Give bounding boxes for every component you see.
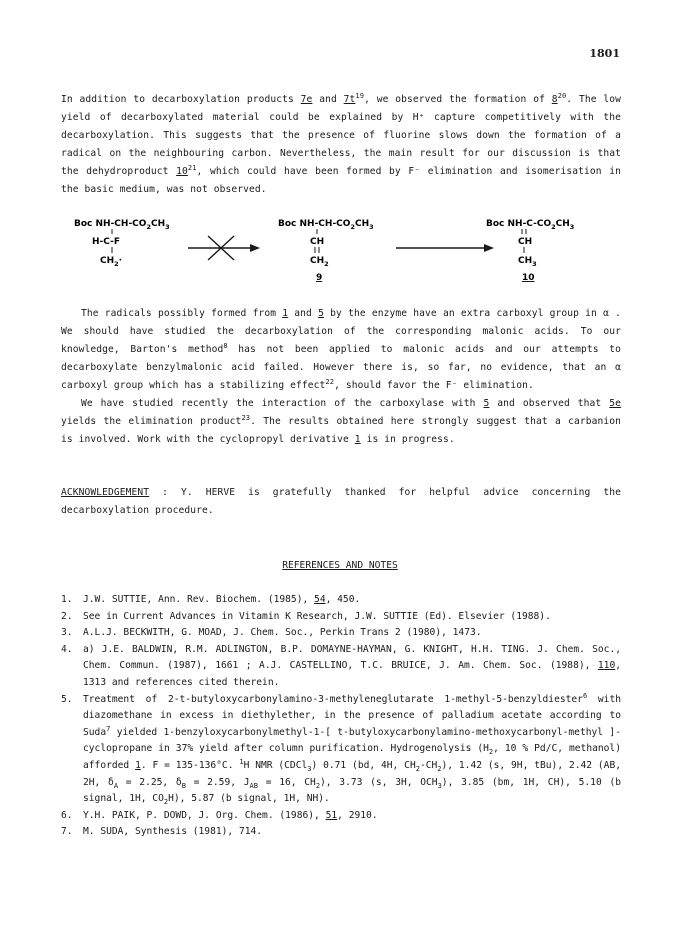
molecule-line: CH <box>518 237 533 247</box>
molecule-line: $CH_2$ <box>310 256 329 268</box>
acknowledgement-label: ACKNOWLEDGEMENT <box>61 487 150 498</box>
molecule-line: H-C-F <box>92 237 120 247</box>
page-number: 1801 <box>589 47 620 60</box>
compound-label: 10 <box>522 273 535 283</box>
references-heading: REFERENCES AND NOTES <box>282 560 398 571</box>
compound-ref: 5 <box>483 398 490 409</box>
compound-ref: 7t <box>343 94 356 105</box>
citation: 21 <box>187 163 197 172</box>
citation: 19 <box>355 91 365 100</box>
reaction-scheme <box>60 212 640 290</box>
paragraph-radicals: The radicals possibly formed from 1 and 5 by the enzyme have an extra carboxyl group in α . We should have studied the decarboxylation of the corresponding malonic acids. To our knowledge, Barton's method$^8$ has not been applied to malonic acids and our attempts to decarboxylate benzylmalonic acid failed. However there is, so far, no evidence, that an α carboxyl group which has a stabilizing effect$^{22}$, should favor the F⁻ elimination. We have studied recently the interaction of the carboxylase with 5 and observed that 5e yields the elimination product$^{23}$. The results obtained here strongly suggest that a carbanion is involved. Work with the cyclopropyl derivative 1 is in progress. <box>61 308 622 445</box>
blocked-arrow <box>188 236 260 260</box>
compound-ref: 1 <box>354 434 361 445</box>
reference-item: 4. a) J.E. BALDWIN, R.M. ADLINGTON, B.P. DOMAYNE-HAYMAN, G. KNIGHT, H.H. TING. J. Chem. Soc., Chem. Commun. (1987), 1661 ; A.J. CASTELLINO, T.C. BRUICE, J. Am. Chem. Soc. (1988), 110, 1313 and references cited therein. <box>61 643 621 688</box>
reference-item: 2. See in Current Advances in Vitamin K Research, J.W. SUTTIE (Ed). Elsevier (1988). <box>61 610 551 622</box>
reference-item: 3. A.L.J. BECKWITH, G. MOAD, J. Chem. Soc., Perkin Trans 2 (1980), 1473. <box>61 627 482 639</box>
reference-item: 1. J.W. SUTTIE, Ann. Rev. Biochem. (1985), 54, 450. <box>61 594 361 605</box>
molecule-line: $CH_3$ <box>518 256 537 268</box>
compound-ref: 5 <box>318 308 324 319</box>
compound-ref: 7e <box>300 94 313 105</box>
molecule-line: CH <box>310 237 325 247</box>
reference-item: 7. M. SUDA, Synthesis (1981), 714. <box>61 826 263 838</box>
reference-item: 6. Y.H. PAIK, P. DOWD, J. Org. Chem. (1986), 51, 2910. <box>61 809 378 821</box>
citation: 8 <box>223 341 228 350</box>
compound-ref: 10 <box>176 166 188 177</box>
compound-ref: 1 <box>282 308 289 319</box>
citation: 20 <box>557 91 567 100</box>
molecule-line: Boc $NH-CH-CO_2CH_3$ <box>278 219 374 231</box>
molecule-line: Boc $NH-CH-CO_2CH_3$ <box>74 219 170 231</box>
paragraph-products: In addition to decarboxylation products 7e and $7t^{19}$, we observed the formation of $8^{20}$. The low yield of decarboxylated material could be explained by H⁺ capture competitively with the decarboxylation. This suggests that the presence of fluorine slows down the formation of a radical on the neighbouring carbon. Nevertheless, the main result for our discussion is that the dehydroproduct $10^{21}$, which could have been formed by F⁻ elimination and isomerisation in the basic medium, was not observed. <box>61 91 622 195</box>
molecule-line: $CH_2\cdot$ <box>100 256 123 268</box>
citation: 22 <box>325 377 335 386</box>
compound-9-structure <box>278 219 374 283</box>
compound-10-structure <box>486 219 574 283</box>
molecule-line: Boc $NH-C-CO_2CH_3$ <box>486 219 575 231</box>
compound-ref: 5e <box>609 398 621 409</box>
radical-structure <box>74 219 170 268</box>
reaction-arrow <box>396 244 494 252</box>
compound-ref: 8 <box>551 94 558 105</box>
compound-label: 9 <box>316 273 323 283</box>
acknowledgement: ACKNOWLEDGEMENT : Y. HERVE is gratefully thanked for helpful advice concerning the decarboxylation procedure. <box>61 487 621 516</box>
reference-list <box>61 592 621 841</box>
reference-item: 5. Treatment of 2-t-butyloxycarbonylamino-3-methyleneglutarate 1-methyl-5-benzyldiester$^6$ with diazomethane in excess in diethylether, in the presence of palladium acetate according to Suda$^7$ yielded 1-benzyloxycarbonylmethyl-1-[ t-butyloxycarbonylamino-methoxycarbonyl-methyl ]-cyclopropane in 37% yield after column purification. Hydrogenolysis ($H_2$, 10 % Pd/C, methanol) afforded 1. F = 135-136°C. $^1$H NMR (CDCl$_3$) 0.71 (bd, 4H, $CH_2-CH_2$), 1.42 (s, 9H, tBu), 2.42 (AB, 2H, $\delta_A = 2.25$, $\delta_B = 2.59$, $J_{AB} = 16$, $CH_2$), 3.73 (s, 3H, $OCH_3$), 3.85 (bm, 1H, CH), 5.10 (b signal, 1H, $CO_2H$), 5.87 (b signal, 1H, NH). <box>61 691 622 807</box>
citation: 23 <box>241 413 251 422</box>
